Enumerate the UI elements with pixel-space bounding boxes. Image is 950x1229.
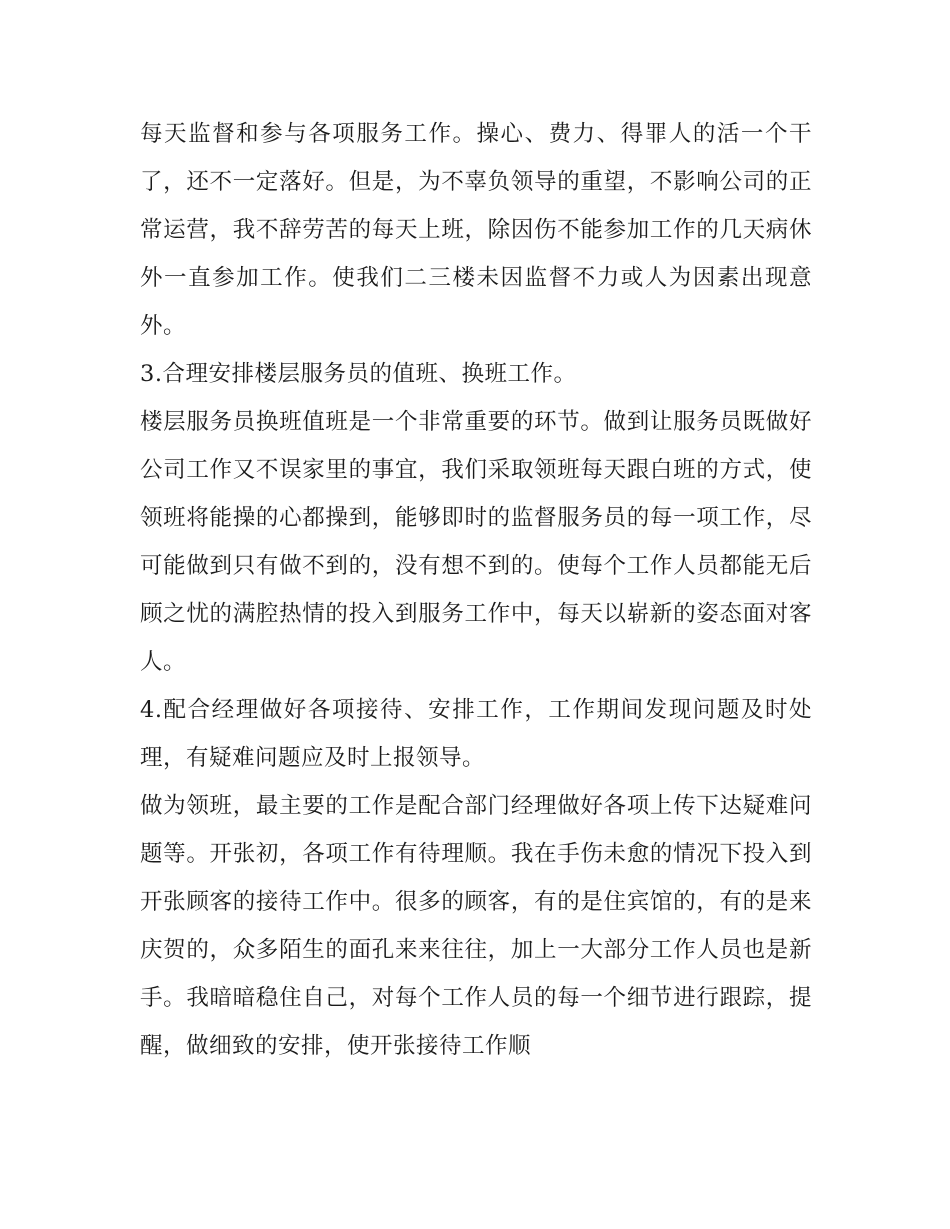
body-paragraph-supervision: 每天监督和参与各项服务工作。操心、费力、得罪人的活一个干了，还不一定落好。但是，为不辜负领导的重望，不影响公司的正常运营，我不辞劳苦的每天上班，除因伤不能参加工作的几天病休外一直参加工作。使我们二三楼未因监督不力或人为因素出现意外。 [140,121,812,339]
body-paragraph-shifts: 楼层服务员换班值班是一个非常重要的环节。做到让服务员既做好公司工作又不误家里的事宜，我们采取领班每天跟白班的方式，使领班将能操的心都操到，能够即时的监督服务员的每一项工作，尽可能做到只有做不到的，没有想不到的。使每个工作人员都能无后顾之忧的满腔热情的投入到服务工作中，每天以崭新的姿态面对客人。 [140,409,812,675]
body-paragraph-reception: 做为领班，最主要的工作是配合部门经理做好各项上传下达疑难问题等。开张初，各项工作有待理顺。我在手伤未愈的情况下投入到开张顾客的接待工作中。很多的顾客，有的是住宾馆的，有的是来庆贺的，众多陌生的面孔来来往往，加上一大部分工作人员也是新手。我暗暗稳住自己，对每个工作人员的每一个细节进行跟踪，提醒，做细致的安排，使开张接待工作顺 [140,793,812,1059]
document-page [140,110,812,1070]
section-heading-3: 3.合理安排楼层服务员的值班、换班工作。 [140,361,577,387]
section-heading-4: 4.配合经理做好各项接待、安排工作，工作期间发现问题及时处理，有疑难问题应及时上报领导。 [140,697,812,771]
